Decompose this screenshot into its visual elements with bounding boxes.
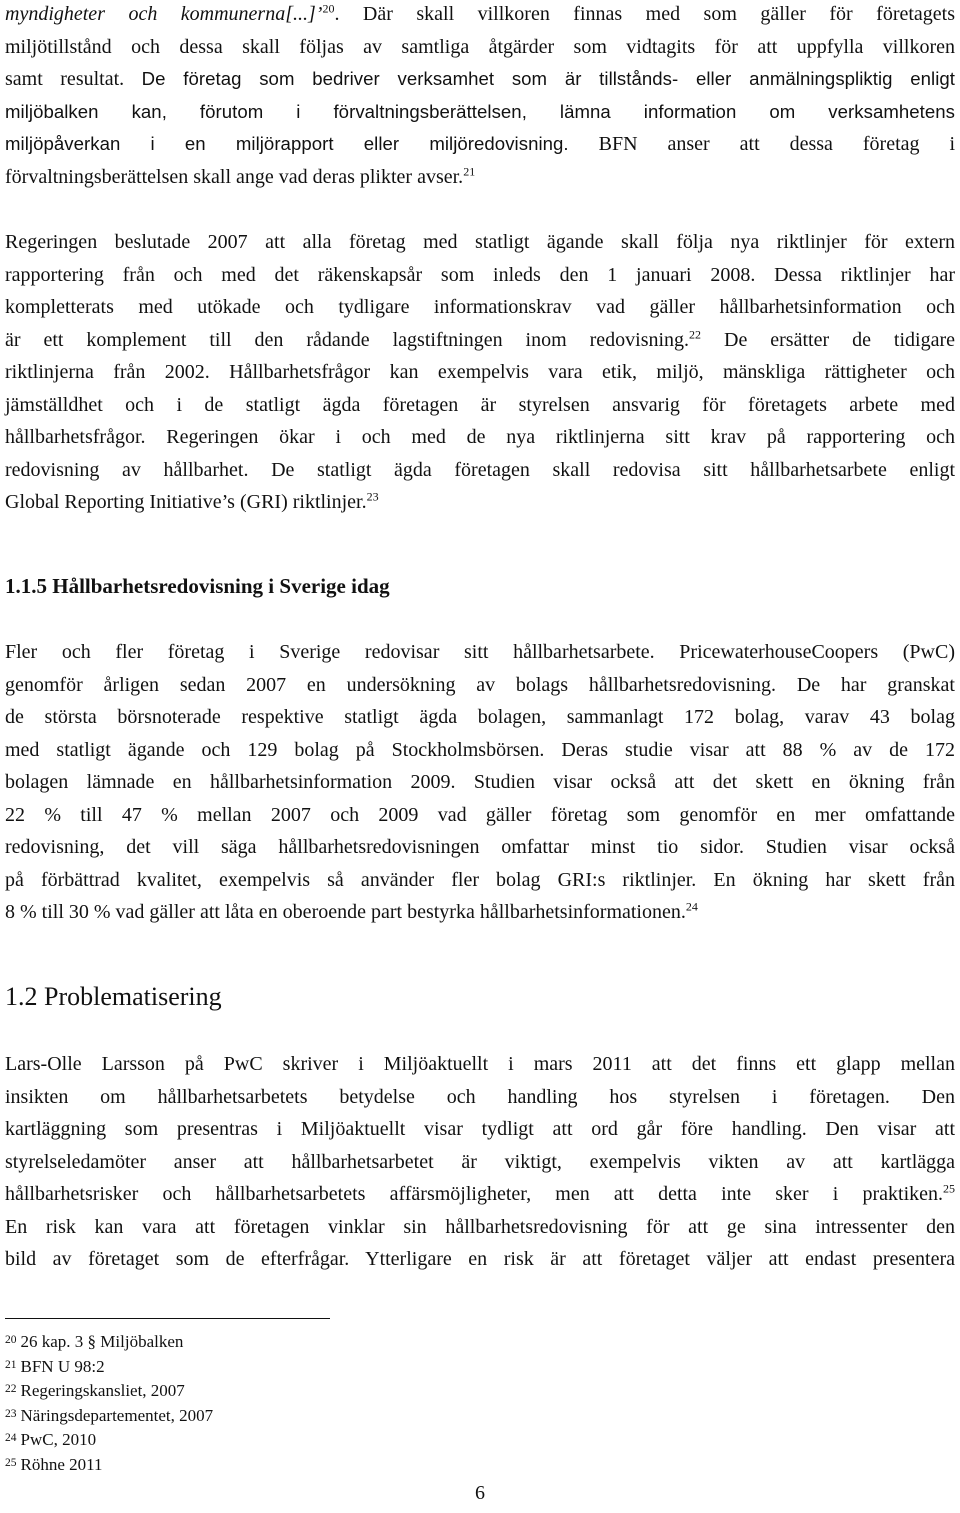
text-line <box>5 896 955 929</box>
text-line: Lars-Olle Larsson på PwC skriver i Miljöaktuellt i mars 2011 att det finns ett glapp mellan <box>5 1053 955 1075</box>
section-heading-1-1-5: 1.1.5 Hållbarhetsredovisning i Sverige idag <box>5 574 390 598</box>
footnote-list <box>5 1329 213 1476</box>
text-span: Global Reporting Initiative’s (GRI) riktlinjer. <box>5 491 367 513</box>
footnote-text: Regeringskansliet, 2007 <box>20 1381 185 1400</box>
text-line: de största börsnoterade respektive statligt ägda bolagen, sammanlagt 172 bolag, varav 43 bolag <box>5 706 955 728</box>
text-line <box>5 0 955 31</box>
text-line: med statligt ägande och 129 bolag på Stockholmsbörsen. Deras studie visar att 88 % av de 172 <box>5 738 955 761</box>
footnote-ref-25: 25 <box>943 1181 955 1196</box>
text-line: insikten om hållbarhetsarbetets betydelse och handling hos styrelsen i företagen. Den <box>5 1085 955 1108</box>
text-line: En risk kan vara att företagen vinklar sin hållbarhetsredovisning för att ge sina intressenter den <box>5 1215 955 1238</box>
page-number: 6 <box>475 1482 485 1504</box>
footnote-text: Röhne 2011 <box>20 1454 103 1474</box>
section-heading-1-2: 1.2 Problematisering <box>5 982 222 1011</box>
text-line: kompletterats med utökade och tydligare informationskrav vad gäller hållbarhetsinformation och <box>5 296 955 318</box>
paragraph-government-guidelines <box>5 226 955 519</box>
footnote-number: 25 <box>5 1456 17 1469</box>
footnote-number: 21 <box>5 1358 17 1371</box>
footnote-text: PwC, 2010 <box>20 1430 97 1449</box>
text-span: är ett komplement till den rådande lagstiftningen inom redovisning. <box>5 328 690 351</box>
text-line: rapportering från och med det räkenskapsår som inleds den 1 januari 2008. Dessa riktlinjer har <box>5 263 955 286</box>
sans-text-span: miljöpåverkan i en miljörapport eller miljöredovisning. <box>5 133 569 154</box>
text-line: kartläggning som presentras i Miljöaktuellt visar tydligt att ord går före handling. Den visar att <box>5 1118 955 1140</box>
text-line <box>5 486 955 519</box>
italic-quote: myndigheter och kommunerna[...]’ <box>5 3 323 25</box>
paragraph-sustainability-in-sweden <box>5 636 955 929</box>
footnote-item <box>5 1403 213 1428</box>
footnote-number: 23 <box>5 1407 17 1420</box>
text-line <box>5 324 955 357</box>
paragraph-environmental-reporting <box>5 0 955 193</box>
text-span: 8 % till 30 % vad gäller att låta en oberoende part bestyrka hållbarhetsinformationen. <box>5 901 686 923</box>
footnote-number: 24 <box>5 1432 17 1444</box>
text-span: förvaltningsberättelsen skall ange vad deras plikter avser. <box>5 165 464 188</box>
sans-text-span: De företag som bedriver verksamhet som är tillstånds- eller anmälningspliktig enligt <box>141 68 956 89</box>
footnote-text: 26 kap. 3 § Miljöbalken <box>20 1332 184 1351</box>
footnote-ref-23: 23 <box>366 489 379 504</box>
text-span: De ersätter de tidigare <box>701 328 955 351</box>
text-line: styrelseledamöter anser att hållbarhetsarbetet är viktigt, exempelvis vikten av att kartlägga <box>5 1150 955 1173</box>
text-span: . Där skall villkoren finnas med som gäller för företagets <box>334 3 956 25</box>
text-line <box>5 128 955 161</box>
text-line: Regeringen beslutade 2007 att alla företag med statligt ägande skall följa nya riktlinjer för extern <box>5 231 955 253</box>
footnote-number: 20 <box>5 1334 17 1346</box>
text-line: redovisning, det vill säga hållbarhetsredovisningen omfattar minst tio sidor. Studien visar också <box>5 836 955 858</box>
text-line <box>5 63 955 96</box>
text-line: riktlinjerna från 2002. Hållbarhetsfrågor kan exempelvis vara etik, miljö, mänskliga rättigheter och <box>5 361 955 383</box>
footnote-text: BFN U 98:2 <box>20 1356 105 1376</box>
text-line: genomför årligen sedan 2007 en undersökning av bolags hållbarhetsredovisning. De har granskat <box>5 673 955 696</box>
footnote-item <box>5 1378 213 1403</box>
footnote-item <box>5 1354 213 1379</box>
footnote-item <box>5 1452 213 1477</box>
footnote-item <box>5 1329 213 1354</box>
footnote-ref-21: 21 <box>463 163 476 178</box>
text-line <box>5 161 955 194</box>
paragraph-problematisation <box>5 1048 955 1276</box>
text-line: Fler och fler företag i Sverige redovisar sitt hållbarhetsarbete. PricewaterhouseCoopers (PwC) <box>5 641 955 663</box>
footnote-ref-20: 20 <box>322 1 335 16</box>
text-span: BFN anser att dessa företag i <box>598 133 956 155</box>
text-line: 22 % till 47 % mellan 2007 och 2009 vad gäller företag som genomför en mer omfattande <box>5 803 955 826</box>
text-line: bolagen lämnade en hållbarhetsinformation 2009. Studien visar också att det skett en ökning från <box>5 771 955 793</box>
text-line: på förbättrad kvalitet, exempelvis så använder fler bolag GRI:s riktlinjer. En ökning har skett från <box>5 868 955 891</box>
footnote-divider <box>5 1318 330 1319</box>
text-span: hållbarhetsrisker och hållbarhetsarbetets affärsmöjligheter, men att detta inte sker i praktiken. <box>5 1183 943 1205</box>
text-line: hållbarhetsfrågor. Regeringen ökar i och med de nya riktlinjerna sitt krav på rapportering och <box>5 426 955 448</box>
text-line: miljöbalken kan, förutom i förvaltningsberättelsen, lämna information om verksamhetens <box>5 100 955 122</box>
footnote-ref-24: 24 <box>685 899 698 914</box>
footnote-item <box>5 1427 213 1452</box>
footnote-number: 22 <box>5 1383 17 1395</box>
text-line: miljötillstånd och dessa skall följas av samtliga åtgärder som vidtagits för att uppfylla villkoren <box>5 35 955 58</box>
text-line: bild av företaget som de efterfrågar. Ytterligare en risk är att företaget väljer att endast presentera <box>5 1248 955 1270</box>
footnote-text: Näringsdepartementet, 2007 <box>20 1405 214 1425</box>
text-line: jämställdhet och i de statligt ägda företagen är styrelsen ansvarig för företagets arbete med <box>5 393 955 416</box>
text-line: redovisning av hållbarhet. De statligt ägda företagen skall redovisa sitt hållbarhetsarbete enligt <box>5 458 955 481</box>
text-span: samt resultat. <box>5 68 125 90</box>
text-line <box>5 1178 955 1211</box>
footnote-ref-22: 22 <box>689 326 702 341</box>
